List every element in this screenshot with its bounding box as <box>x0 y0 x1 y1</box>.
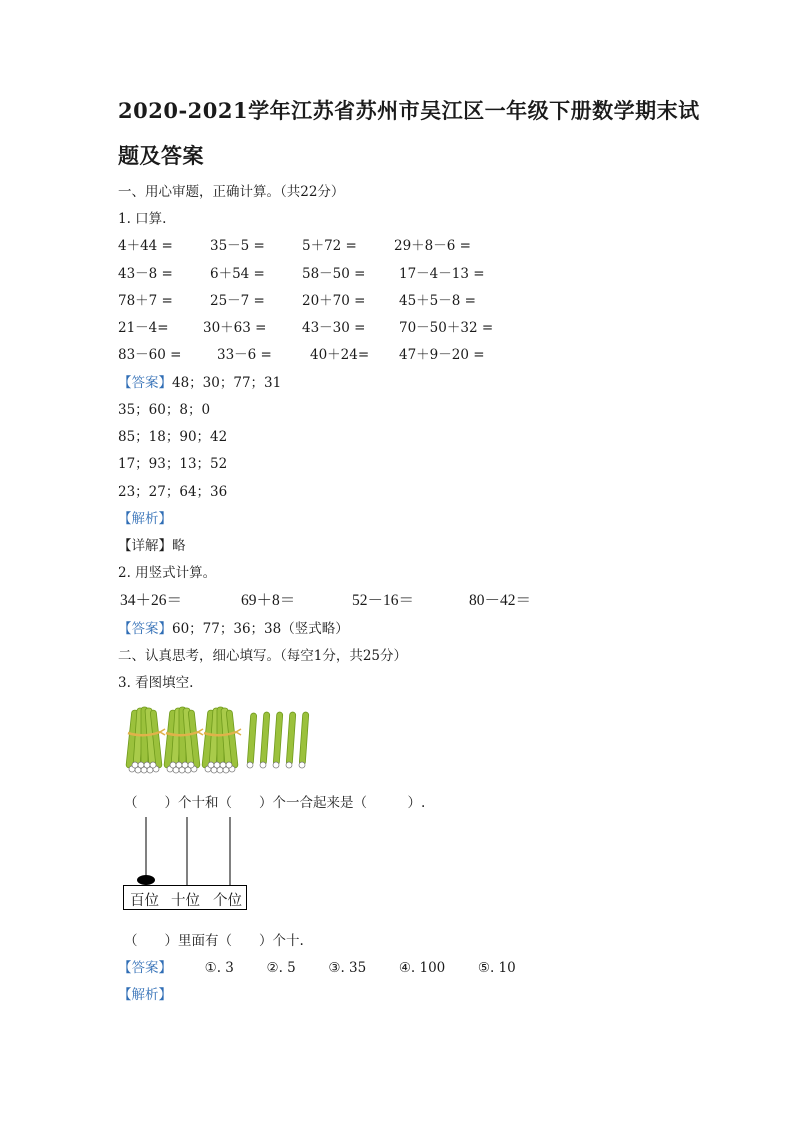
answer-item: ④. 100 <box>398 960 446 976</box>
q1-answer-line <box>118 371 281 391</box>
single-stick-icon <box>273 712 283 765</box>
place-label-hundreds: 百位 <box>130 893 159 909</box>
detail-text: 略 <box>172 538 186 554</box>
abacus-bead <box>137 875 155 885</box>
answer-tag: 【答案】 <box>118 960 172 976</box>
q2-equation: 69＋8＝ <box>241 592 296 609</box>
stick-bundle-icon <box>202 707 241 773</box>
sticks-illustration <box>120 698 320 780</box>
answer-item: ②. 5 <box>266 960 296 976</box>
abacus-illustration <box>120 815 260 887</box>
q1-cell: 35－5 = <box>210 238 265 254</box>
place-label-tens: 十位 <box>171 893 200 909</box>
section1-heading: 一、用心审题，正确计算。（共22分） <box>118 184 345 200</box>
q1-cell: 17－4－13 = <box>399 266 485 282</box>
q2-equation: 52－16＝ <box>352 592 415 609</box>
answer-item: ⑤. 10 <box>477 960 516 976</box>
q1-answer-line: 17；93；13；52 <box>118 456 228 472</box>
q3-fill-line-2: （ ）里面有（ ）个十. <box>124 933 304 949</box>
q1-cell: 40＋24= <box>310 347 370 363</box>
q1-cell: 43－8 = <box>118 266 173 282</box>
single-stick-icon <box>299 712 309 765</box>
answer-item: ①. 3 <box>204 960 234 976</box>
detail-tag: 【详解】 <box>118 538 172 554</box>
q1-cell: 58－50 = <box>302 266 366 282</box>
q2-equation: 80－42＝ <box>469 592 532 609</box>
q1-cell: 29＋8－6 = <box>394 238 471 254</box>
page-title-line2: 题及答案 <box>118 143 204 168</box>
place-value-box <box>123 885 247 910</box>
q1-cell: 83－60 = <box>118 347 182 363</box>
q1-answer-line: 35；60；8；0 <box>118 402 211 418</box>
q2-label: 2. 用竖式计算。 <box>118 565 217 581</box>
q1-cell: 45＋5－8 = <box>399 293 476 309</box>
q1-cell: 20＋70 = <box>302 293 366 309</box>
q1-analysis-tag: 【解析】 <box>118 511 172 527</box>
single-stick-icon <box>286 712 296 765</box>
answer-item: ③. 35 <box>328 960 367 976</box>
q1-cell: 43－30 = <box>302 320 366 336</box>
q1-cell: 4＋44 = <box>118 238 173 254</box>
single-sticks <box>247 712 309 765</box>
q1-answer-line: 85；18；90；42 <box>118 429 228 445</box>
q1-cell: 21－4= <box>118 320 169 336</box>
ten-stick-bundles <box>126 707 241 773</box>
stick-bundle-icon <box>164 707 203 773</box>
q1-cell: 5＋72 = <box>302 238 357 254</box>
q3-fill-line-1: （ ）个十和（ ）个一合起来是（ ）. <box>124 795 426 811</box>
single-stick-icon <box>260 712 270 765</box>
q1-answer-line: 23；27；64；36 <box>118 484 228 500</box>
section2-heading: 二、认真思考，细心填写。（每空1分，共25分） <box>118 648 408 664</box>
q1-cell: 30＋63 = <box>203 320 267 336</box>
single-stick-icon <box>247 713 257 765</box>
q1-cell: 25－7 = <box>210 293 265 309</box>
q1-cell: 78＋7 = <box>118 293 173 309</box>
answer-text: 60；77；36；38（竖式略） <box>172 621 349 637</box>
answer-text: 48；30；77；31 <box>172 375 282 391</box>
q3-analysis-tag: 【解析】 <box>118 987 172 1003</box>
q1-cell: 70－50＋32 = <box>399 320 494 336</box>
q1-cell: 47＋9－20 = <box>399 347 485 363</box>
q1-cell: 6＋54 = <box>210 266 265 282</box>
answer-tag: 【答案】 <box>118 621 172 637</box>
page-title-line1: 2020-2021学年江苏省苏州市吴江区一年级下册数学期末试 <box>118 98 700 123</box>
q3-answer <box>118 956 516 976</box>
q2-equation: 34＋26＝ <box>120 592 183 609</box>
answer-tag: 【答案】 <box>118 375 172 391</box>
stick-bundle-icon <box>126 707 165 773</box>
q1-detail <box>118 534 186 554</box>
place-label-ones: 个位 <box>213 893 242 909</box>
q2-answer <box>118 617 349 637</box>
q1-label: 1. 口算. <box>118 211 167 227</box>
q3-label: 3. 看图填空. <box>118 675 194 691</box>
q1-cell: 33－6 = <box>217 347 272 363</box>
